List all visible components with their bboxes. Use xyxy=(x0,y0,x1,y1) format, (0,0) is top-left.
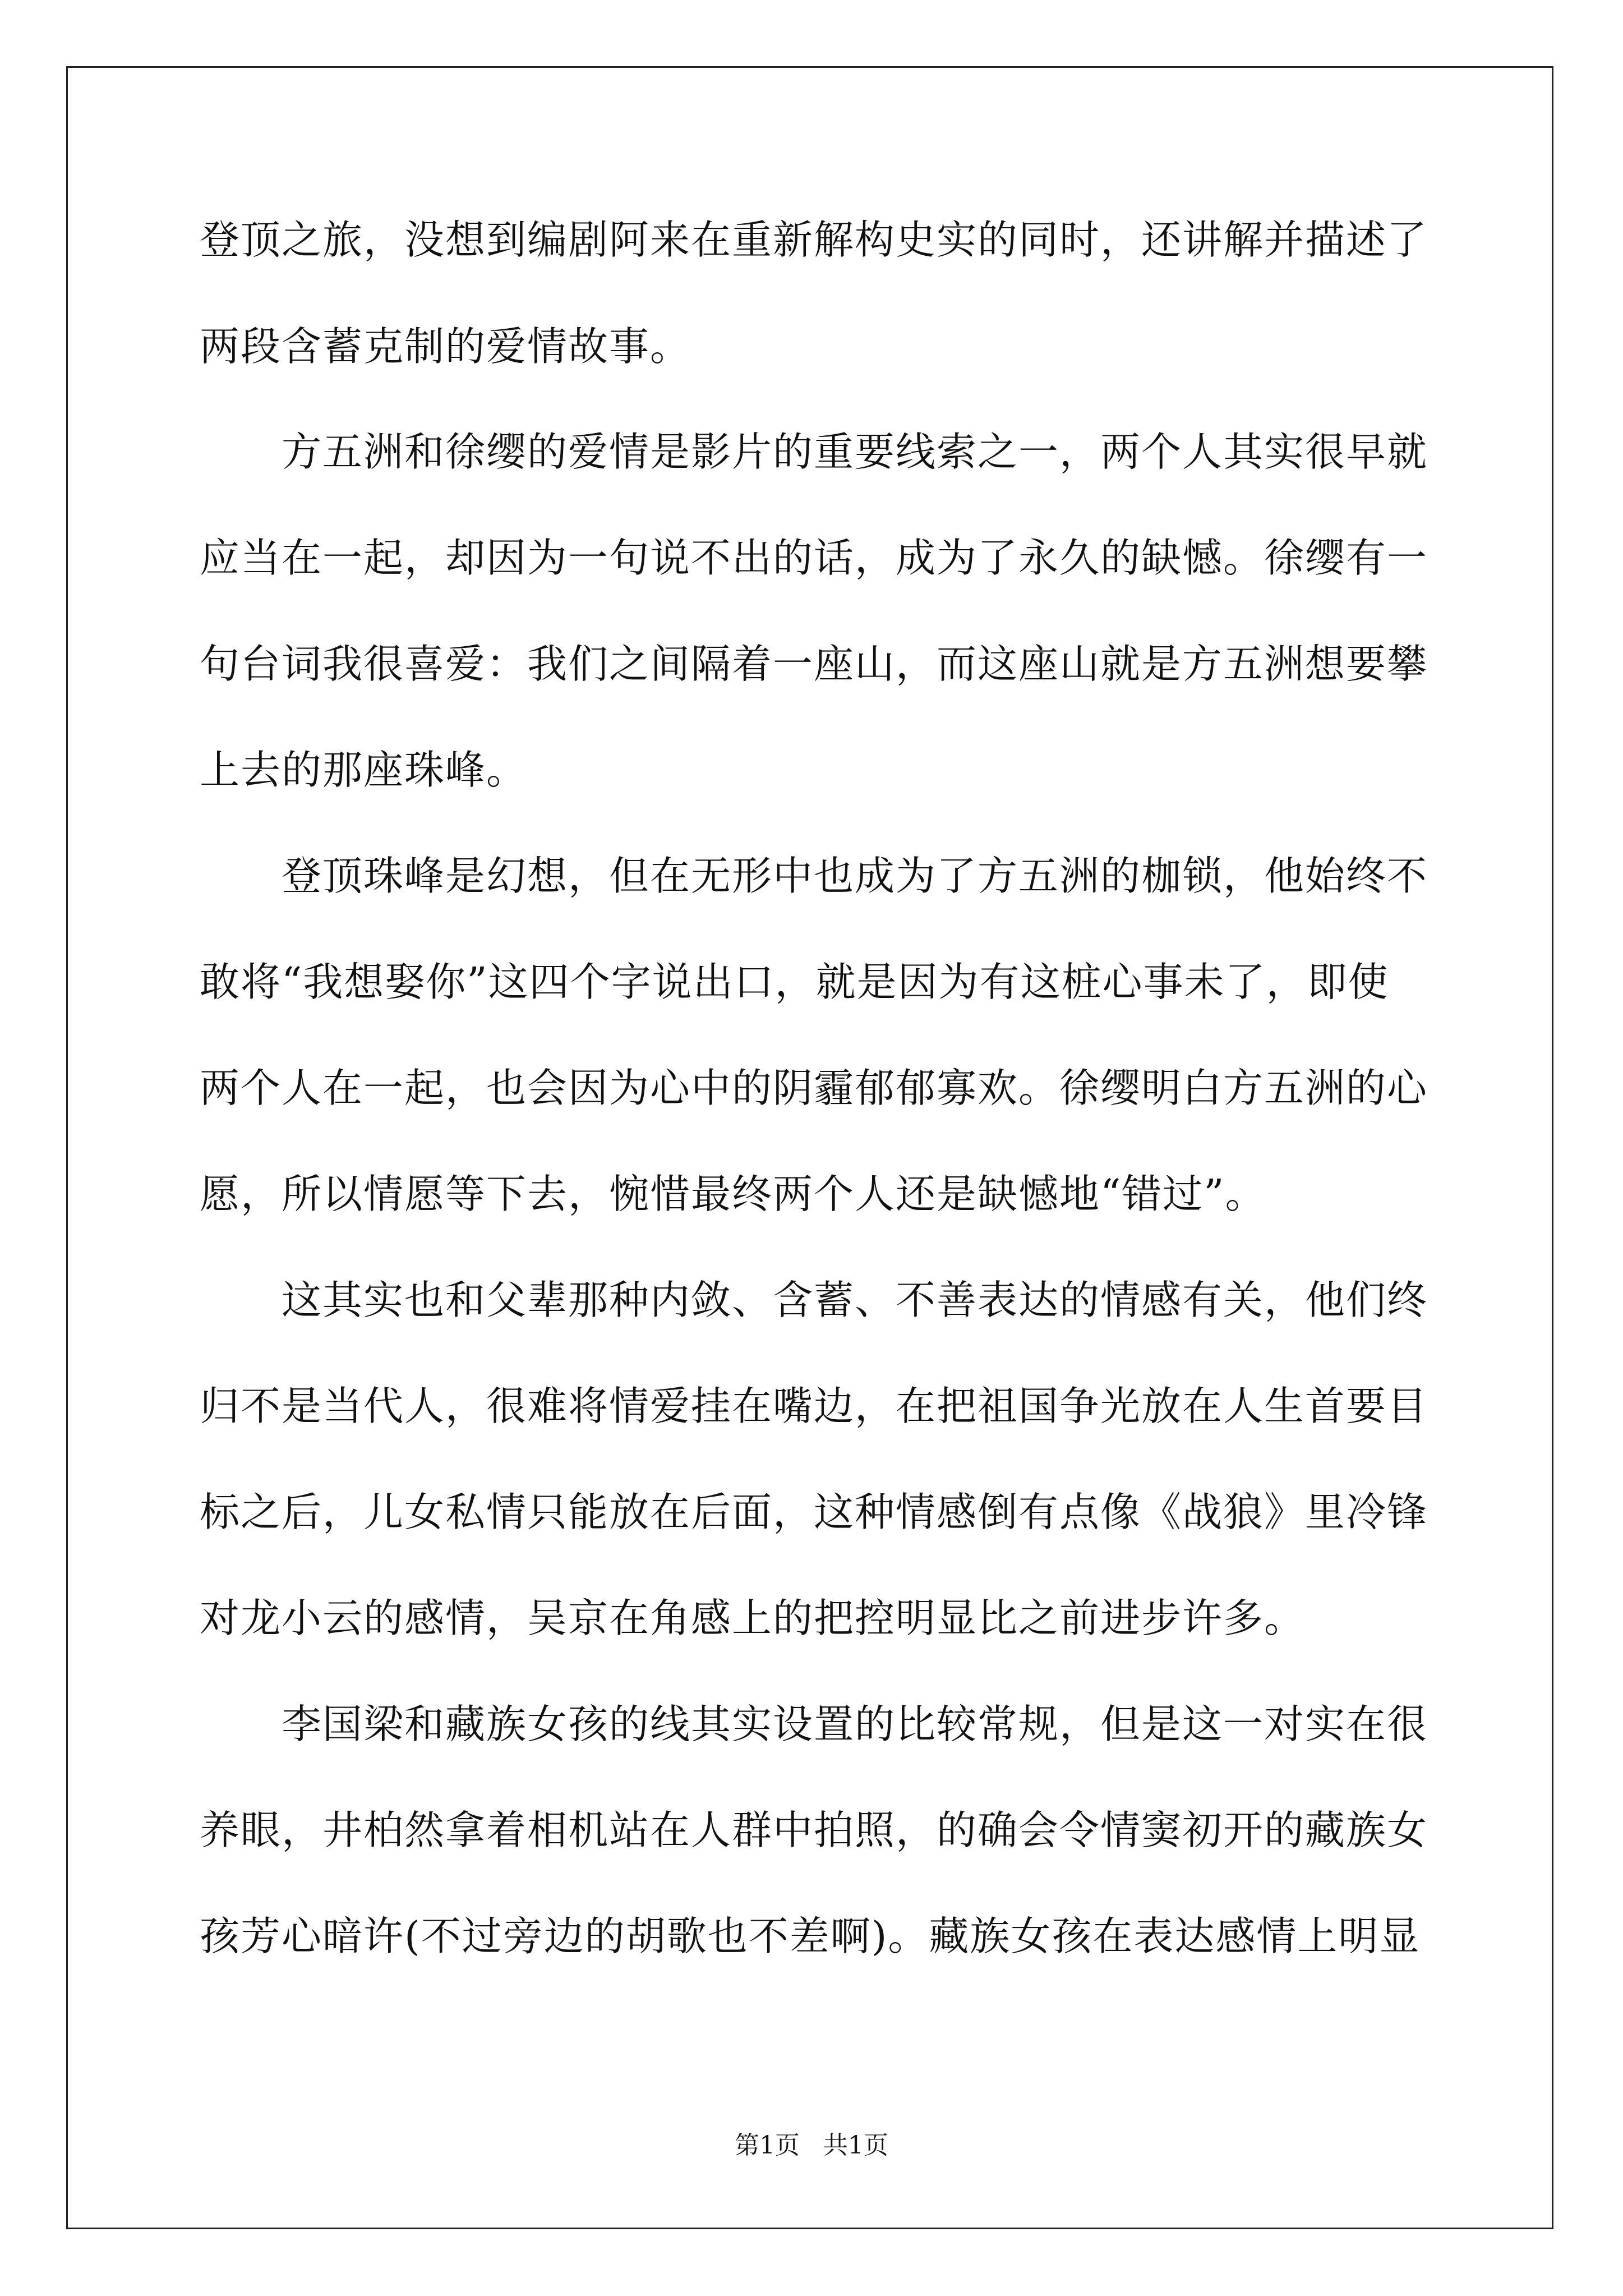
text-line: 上去的那座珠峰。 xyxy=(200,747,528,793)
text-line: 方五洲和徐缨的爱情是影片的重要线索之一，两个人其实很早就 xyxy=(200,429,1428,475)
text-line: 孩芳心暗许(不过旁边的胡歌也不差啊)。藏族女孩在表达感情上明显 xyxy=(200,1913,1421,1959)
text-line: 李国梁和藏族女孩的线其实设置的比较常规，但是这一对实在很 xyxy=(200,1701,1428,1747)
text-line: 敢将“我想娶你”这四个字说出口，就是因为有这桩心事未了，即使 xyxy=(200,959,1389,1005)
text-line: 归不是当代人，很难将情爱挂在嘴边，在把祖国争光放在人生首要目 xyxy=(200,1383,1428,1429)
page-number: 第1页 xyxy=(735,2131,800,2160)
text-line: 两个人在一起，也会因为心中的阴霾郁郁寡欢。徐缨明白方五洲的心 xyxy=(200,1065,1428,1111)
page-footer xyxy=(0,2129,1623,2162)
page-total: 共1页 xyxy=(823,2131,888,2160)
text-line: 两段含蓄克制的爱情故事。 xyxy=(200,323,691,370)
page-border xyxy=(66,66,1553,2229)
text-line: 养眼，井柏然拿着相机站在人群中拍照，的确会令情窦初开的藏族女 xyxy=(200,1807,1428,1853)
text-line: 这其实也和父辈那种内敛、含蓄、不善表达的情感有关，他们终 xyxy=(200,1277,1428,1323)
text-line: 登顶之旅，没想到编剧阿来在重新解构史实的同时，还讲解并描述了 xyxy=(200,217,1428,263)
text-line: 愿，所以情愿等下去，惋惜最终两个人还是缺憾地“错过”。 xyxy=(200,1171,1266,1217)
text-line: 对龙小云的感情，吴京在角感上的把控明显比之前进步许多。 xyxy=(200,1595,1306,1641)
text-line: 应当在一起，却因为一句说不出的话，成为了永久的缺憾。徐缨有一 xyxy=(200,535,1428,581)
text-line: 登顶珠峰是幻想，但在无形中也成为了方五洲的枷锁，他始终不 xyxy=(200,853,1428,899)
text-line: 句台词我很喜爱：我们之间隔着一座山，而这座山就是方五洲想要攀 xyxy=(200,641,1428,687)
text-line: 标之后，儿女私情只能放在后面，这种情感倒有点像《战狼》里冷锋 xyxy=(200,1489,1428,1535)
